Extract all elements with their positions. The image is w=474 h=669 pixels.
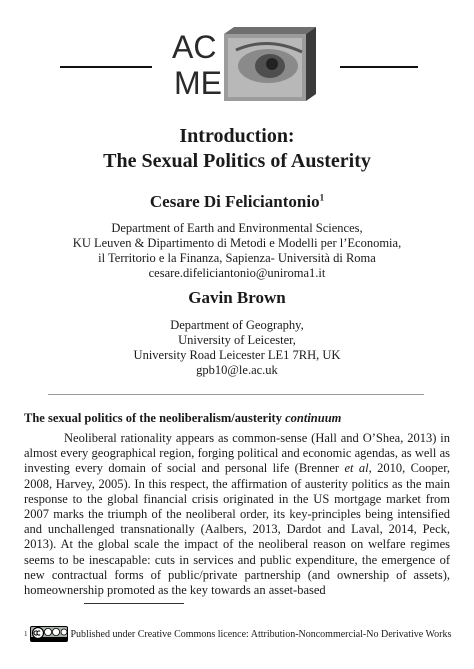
footnote-license-text: Published under Creative Commons licence: Attribution-Noncommercial-No Derivative Works [70, 628, 452, 640]
body-paragraph [24, 431, 450, 598]
affiliation-line: University Road Leicester LE1 7RH, UK [133, 348, 341, 362]
footnote-rule [84, 603, 184, 604]
section-heading-italic: continuum [285, 411, 342, 425]
header-rule-right [340, 66, 418, 68]
author-1-email[interactable]: cesare.difeliciantonio@uniroma1.it [148, 266, 326, 280]
body-text-italic: et al [344, 461, 369, 476]
author-1-name: Cesare Di Feliciantonio [149, 192, 320, 211]
header-separator [48, 394, 424, 395]
author-2-email[interactable]: gpb10@le.ac.uk [196, 363, 278, 377]
section-heading [24, 411, 341, 426]
section-heading-text: The sexual politics of the neoliberalism/austerity [24, 411, 282, 425]
logo-text-row1: AC [172, 29, 217, 65]
author-1-affiliation [0, 221, 474, 281]
footnote [24, 626, 451, 642]
logo-text-row2: ME [174, 65, 222, 101]
title-line-1: Introduction: [179, 125, 295, 147]
creative-commons-icon[interactable] [30, 626, 68, 642]
author-2-affiliation [0, 318, 474, 378]
body-text-part-2: , 2010, Cooper, 2008, Harvey, 2005). In this respect, the affirmation of austerity politics as the main response to the global financial crisis originated in the US mortgage market from 2007 marks the triumph of the neoliberal order, its key-principles being intensified and unchallenged transnationally (Aalbers, 2013, Dardot and Laval, 2014, Peck, 2013). At the global scale the impact of the neoliberal reason on welfare regimes seems to be inescapable: cuts in services and public expenditure, the emergence of new contractual forms of public/private partnership (and ownership of assets), homeownership promoted as the key towards an asset-based [24, 461, 450, 598]
acme-logo [158, 26, 338, 102]
affiliation-line: il Territorio e la Finanza, Sapienza- Università di Roma [98, 251, 376, 265]
author-2-name: Gavin Brown [188, 288, 286, 307]
affiliation-line: Department of Geography, [170, 318, 304, 332]
author-1-name-block [0, 192, 474, 212]
affiliation-line: University of Leicester, [178, 333, 296, 347]
affiliation-line: Department of Earth and Environmental Sciences, [111, 221, 363, 235]
author-1-footnote-mark: 1 [319, 192, 325, 203]
header-rule-left [60, 66, 152, 68]
title-line-2: The Sexual Politics of Austerity [103, 150, 371, 172]
body-text-part-1: Neoliberal rationality appears as common-sense (Hall and O’Shea, 2013) in almost every geographical region, forging political and economic agendas, as well as investing every domain of social and personal life (Brenner [24, 431, 450, 476]
footnote-marker: 1 [24, 630, 28, 638]
affiliation-line: KU Leuven & Dipartimento di Metodi e Modelli per l’Economia, [72, 236, 402, 250]
